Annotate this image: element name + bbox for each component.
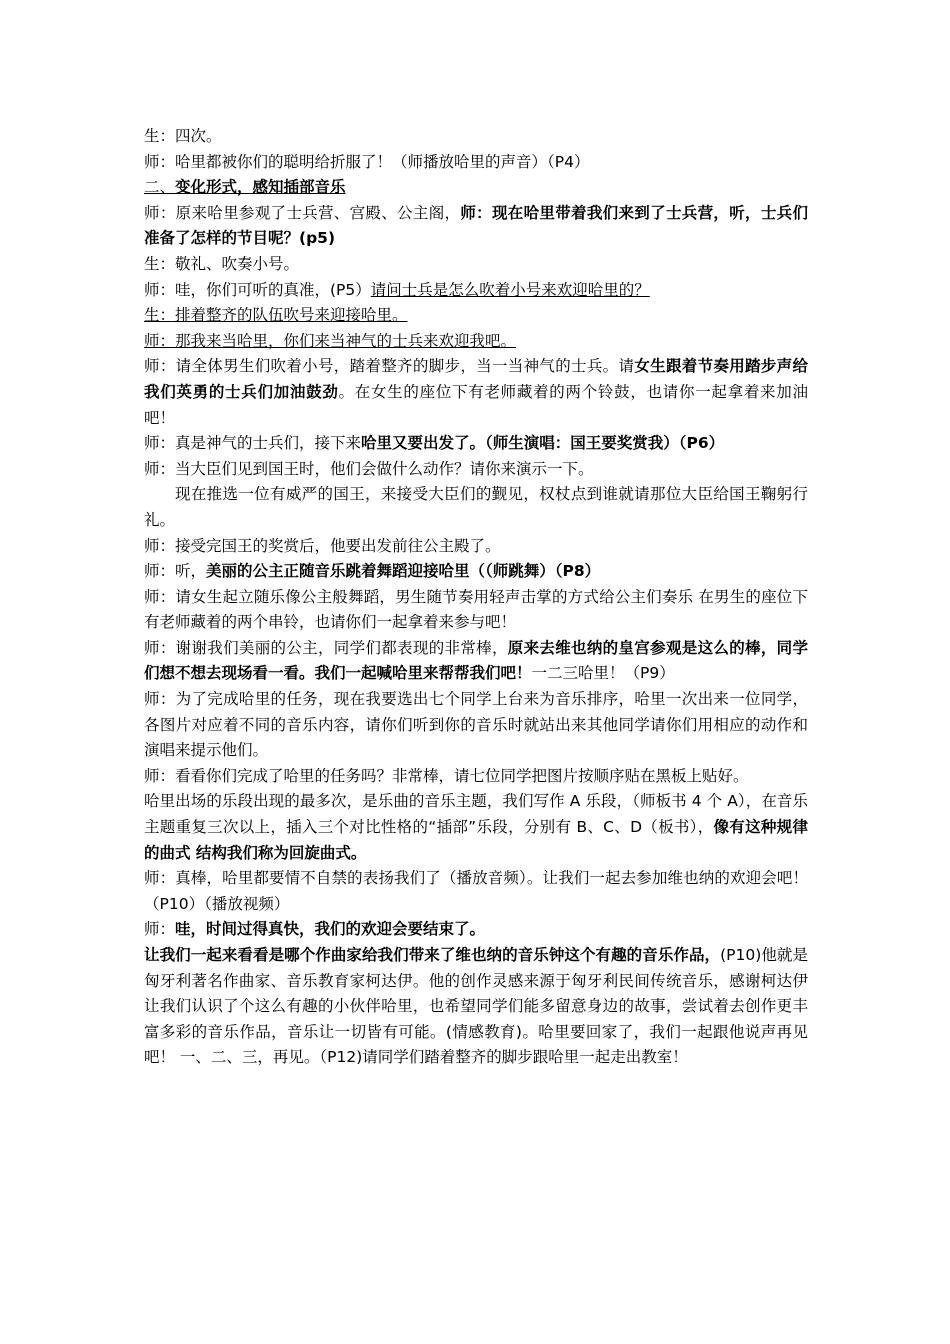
text-run: 师：真是神气的士兵们，接下来: [144, 434, 362, 453]
text-run: 师：为了完成哈里的任务，现在我要选出七个同学上台来为音乐排序，哈里一次出来一位同学，各图片对应着不同的音乐内容，请你们听到你的音乐时就站出来其他同学请你们用相应的动作和演唱来提示他们。: [144, 690, 808, 760]
text-run: 师：听，: [144, 562, 207, 581]
paragraph: [144, 201, 808, 252]
text-run: 生：敬礼、吹奏小号。: [144, 254, 300, 273]
text-run: 师：当大臣们见到国王时，他们会做什么动作？请你来演示一下。: [144, 459, 594, 478]
paragraph: [144, 150, 808, 176]
paragraph: [144, 585, 808, 636]
text-run: 师：请全体男生们吹着小号，踏着整齐的脚步，当一当神气的士兵。请: [144, 357, 635, 376]
text-run: 。在女生的座位下有老师藏着的两个铃鼓，也请你一起拿着来加油吧！: [144, 382, 808, 427]
paragraph: [144, 917, 808, 943]
text-run: 像有这种规律的曲式 结构我们称为回旋曲式。: [144, 818, 808, 862]
paragraph: [144, 636, 808, 687]
paragraph: [144, 175, 808, 201]
paragraph: [144, 559, 808, 585]
text-run: 生：排着整齐的队伍吹号来迎接哈里。: [144, 306, 408, 325]
text-run: 哇，时间过得真快，我们的欢迎会要结束了。: [175, 920, 486, 939]
text-run: 师：现在哈里带着我们来到了士兵营，听，士兵们准备了怎样的节目呢？(p5): [144, 203, 808, 248]
paragraph: [144, 252, 808, 278]
paragraph: [144, 687, 808, 764]
text-run: 原来去维也纳的皇宫参观是这么的棒，同学们想不想去现场看一看。我们一起喊哈里来帮帮我们吧！: [144, 638, 808, 683]
paragraph: [144, 866, 808, 917]
paragraph: [144, 124, 808, 150]
text-run: 哈里又要出发了。（师生演唱：国王要奖赏我）（P6）: [361, 434, 725, 453]
text-run: 师：那我来当哈里，你们来当神气的士兵来欢迎我吧。: [144, 331, 517, 350]
text-run: 师：哇，你们可听的真准，(P5）: [144, 280, 371, 299]
text-run: 现在推选一位有威严的国王，来接受大臣们的觐见，权杖点到谁就请那位大臣给国王鞠躬行礼。: [144, 485, 808, 529]
paragraph: [144, 354, 808, 431]
paragraph: [144, 534, 808, 560]
text-run: 师：: [144, 920, 176, 939]
text-run: 师：谢谢我们美丽的公主，同学们都表现的非常棒，: [144, 638, 508, 657]
document-page: [144, 124, 808, 1071]
paragraph: [144, 457, 808, 483]
text-run: 师：请女生起立随乐像公主般舞蹈，男生随节奏用轻声击掌的方式给公主们奏乐 在男生的座位下有老师藏着的两个串铃，也请你们一起拿着来参与吧！: [144, 587, 808, 632]
text-run: 生：四次。: [144, 127, 222, 145]
paragraph: [144, 789, 808, 866]
text-run: 一二三哈里！（P9）: [531, 664, 675, 683]
paragraph: [144, 431, 808, 457]
paragraph: [144, 482, 808, 533]
paragraph: [144, 943, 808, 1071]
text-run: (P10)他就是匈牙利著名作曲家、音乐教育家柯达伊。他的创作灵感来源于匈牙利民间传统音乐，感谢柯达伊让我们认识了个这么有趣的小伙伴哈里，也希望同学们能多留意身边的故事，尝试着去创作更丰富多彩的音乐作品，音乐让一切皆有可能。(情感教育)。哈里要回家了，我们一起跟他说声再见吧！ 一、二、三，再见。（P12)请同学们踏着整齐的脚步跟哈里一起走出教室！: [144, 946, 808, 1067]
text-run: 请问士兵是怎么吹着小号来欢迎哈里的？: [370, 280, 650, 299]
paragraph: [144, 278, 808, 304]
text-run: 女生跟着节奏用踏步声给我们英勇的士兵们加油鼓劲: [144, 357, 808, 401]
text-run: 师：原来哈里参观了士兵营、宫殿、公主阁，: [144, 203, 461, 222]
text-run: 师：看看你们完成了哈里的任务吗？非常棒，请七位同学把图片按顺序贴在黑板上贴好。: [144, 766, 749, 785]
text-run: 二、: [144, 178, 176, 197]
paragraph: [144, 764, 808, 790]
paragraph: [144, 329, 808, 355]
text-run: 让我们一起来看看是哪个作曲家给我们带来了维也纳的音乐钟这个有趣的音乐作品，: [144, 946, 721, 964]
text-run: 变化形式，感知插部音乐: [175, 178, 346, 197]
paragraph: [144, 303, 808, 329]
text-run: 师：真棒，哈里都要情不自禁的表扬我们了（播放音频）。让我们一起去参加维也纳的欢迎会吧！（P10）（播放视频）: [144, 869, 808, 913]
text-run: 美丽的公主正随音乐跳着舞蹈迎接哈里（（师跳舞）（P8）: [206, 562, 601, 581]
text-run: 哈里出场的乐段出现的最多次，是乐曲的音乐主题，我们写作 A 乐段，（师板书 4 个 A），在音乐主题重复三次以上，插入三个对比性格的“插部”乐段，分别有 B、C、D（板书），: [144, 792, 808, 837]
text-run: 师：接受完国王的奖赏后，他要出发前往公主殿了。: [144, 536, 501, 555]
text-run: 师：哈里都被你们的聪明给折服了！（师播放哈里的声音）（P4）: [144, 152, 590, 171]
